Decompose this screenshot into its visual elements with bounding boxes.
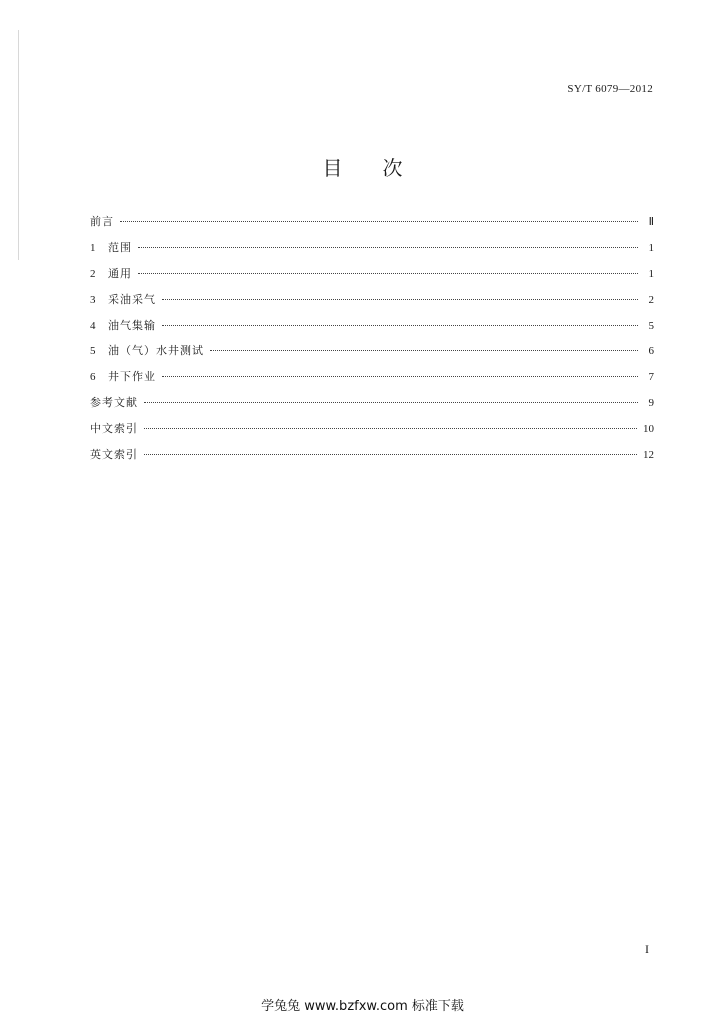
toc-entry-label: 通用 bbox=[108, 266, 132, 280]
toc-leader-dots bbox=[144, 454, 637, 455]
toc-title-part1: 目 bbox=[322, 156, 343, 180]
toc-entry-page: 10 bbox=[643, 423, 654, 436]
toc-entry-label: 井下作业 bbox=[108, 370, 156, 384]
toc-leader-dots bbox=[120, 221, 638, 222]
toc-leader-dots bbox=[210, 350, 638, 351]
toc-entry-general[interactable] bbox=[90, 265, 654, 291]
toc-title bbox=[0, 152, 725, 181]
toc-entry-label: 油（气）水井测试 bbox=[108, 344, 204, 358]
footer-watermark: 学兔兔 www.bzfxw.com 标准下载 bbox=[261, 999, 464, 1014]
toc-entry-number: 2 bbox=[90, 267, 96, 280]
toc-entry-page: 12 bbox=[643, 449, 654, 462]
page-number: I bbox=[645, 942, 649, 956]
toc-entry-number: 1 bbox=[90, 241, 96, 254]
toc-entry-number: 3 bbox=[90, 293, 96, 306]
toc-entry-label: 参考文献 bbox=[90, 396, 138, 410]
toc-entry-downhole-operations[interactable] bbox=[90, 368, 654, 394]
toc-entry-page: Ⅱ bbox=[648, 216, 654, 228]
toc-entry-number: 5 bbox=[90, 345, 96, 358]
toc-entry-label: 范围 bbox=[108, 240, 132, 254]
toc-leader-dots bbox=[144, 428, 637, 429]
toc-leader-dots bbox=[138, 247, 638, 248]
toc-entry-page: 5 bbox=[648, 319, 654, 332]
toc-entry-bibliography[interactable] bbox=[90, 394, 654, 420]
toc-entry-foreword[interactable] bbox=[90, 213, 654, 239]
toc-entry-number: 4 bbox=[90, 319, 96, 332]
toc-entry-scope[interactable] bbox=[90, 239, 654, 265]
toc-entry-chinese-index[interactable] bbox=[90, 420, 654, 446]
toc-entry-page: 1 bbox=[648, 241, 654, 254]
toc-entry-well-testing[interactable] bbox=[90, 342, 654, 368]
scan-edge-line bbox=[18, 30, 19, 260]
toc-entry-label: 前言 bbox=[90, 215, 114, 228]
toc-list bbox=[90, 213, 654, 472]
toc-entry-page: 7 bbox=[648, 371, 654, 384]
toc-entry-page: 6 bbox=[648, 345, 654, 358]
toc-entry-label: 油气集输 bbox=[108, 318, 156, 332]
document-code: SY/T 6079—2012 bbox=[567, 83, 653, 95]
toc-entry-english-index[interactable] bbox=[90, 446, 654, 472]
toc-entry-oil-gas-production[interactable] bbox=[90, 291, 654, 317]
toc-entry-page: 1 bbox=[648, 267, 654, 280]
toc-entry-page: 2 bbox=[648, 293, 654, 306]
toc-title-part2: 次 bbox=[382, 156, 403, 180]
toc-leader-dots bbox=[162, 325, 638, 326]
toc-entry-label: 英文索引 bbox=[90, 448, 138, 462]
toc-entry-gathering-transport[interactable] bbox=[90, 317, 654, 343]
toc-entry-label: 采油采气 bbox=[108, 292, 156, 306]
toc-leader-dots bbox=[162, 376, 638, 377]
toc-entry-page: 9 bbox=[648, 397, 654, 410]
toc-leader-dots bbox=[144, 402, 638, 403]
toc-leader-dots bbox=[162, 299, 638, 300]
toc-entry-label: 中文索引 bbox=[90, 422, 138, 436]
toc-leader-dots bbox=[138, 273, 638, 274]
toc-entry-number: 6 bbox=[90, 371, 96, 384]
